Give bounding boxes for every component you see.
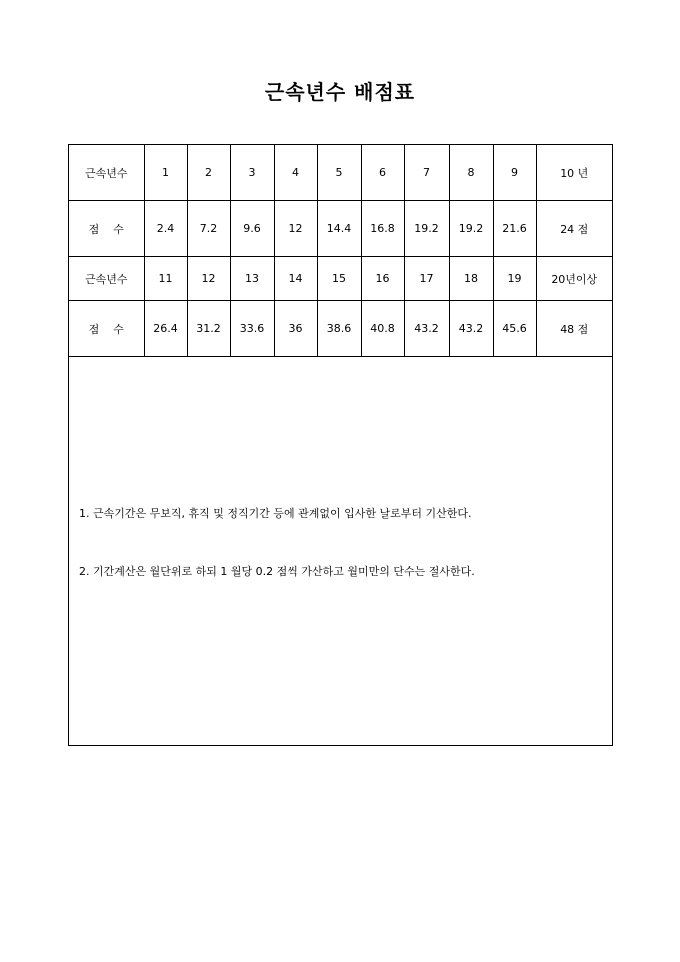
- score-table-body: [69, 145, 612, 357]
- table-cell: 6: [361, 145, 404, 201]
- table-cell: 19.2: [404, 201, 449, 257]
- row-header-cell: 근속년수: [69, 145, 144, 201]
- table-cell: 38.6: [317, 301, 361, 357]
- table-row: [69, 201, 612, 257]
- table-cell: 14.4: [317, 201, 361, 257]
- table-cell: 12: [274, 201, 317, 257]
- table-cell: 19: [493, 257, 536, 301]
- score-sheet: [68, 144, 613, 746]
- table-cell: 5: [317, 145, 361, 201]
- table-cell: 31.2: [187, 301, 230, 357]
- table-cell: 18: [449, 257, 493, 301]
- note-item: 2. 기간계산은 월단위로 하되 1 월당 0.2 점씩 가산하고 월미만의 단수는 절사한다.: [79, 565, 475, 578]
- table-cell: 48 점: [536, 301, 612, 357]
- table-cell: 40.8: [361, 301, 404, 357]
- table-cell: 4: [274, 145, 317, 201]
- table-cell: 15: [317, 257, 361, 301]
- table-cell: 17: [404, 257, 449, 301]
- table-cell: 7.2: [187, 201, 230, 257]
- table-cell: 8: [449, 145, 493, 201]
- table-row: [69, 145, 612, 201]
- table-row: [69, 301, 612, 357]
- table-cell: 9: [493, 145, 536, 201]
- table-cell: 36: [274, 301, 317, 357]
- table-cell: 12: [187, 257, 230, 301]
- page-title: 근속년수 배점표: [264, 80, 416, 104]
- table-cell: 2.4: [144, 201, 187, 257]
- table-cell: 33.6: [230, 301, 274, 357]
- table-cell: 21.6: [493, 201, 536, 257]
- row-header-cell: 점 수: [69, 301, 144, 357]
- table-cell: 43.2: [449, 301, 493, 357]
- table-cell: 9.6: [230, 201, 274, 257]
- table-cell: 10 년: [536, 145, 612, 201]
- table-cell: 20년이상: [536, 257, 612, 301]
- table-cell: 2: [187, 145, 230, 201]
- table-cell: 16: [361, 257, 404, 301]
- table-cell: 13: [230, 257, 274, 301]
- table-cell: 11: [144, 257, 187, 301]
- table-cell: 3: [230, 145, 274, 201]
- table-row: [69, 257, 612, 301]
- score-table: [69, 145, 612, 357]
- note-item: 1. 근속기간은 무보직, 휴직 및 정직기간 등에 관계없이 입사한 날로부터 기산한다.: [79, 507, 472, 520]
- table-cell: 43.2: [404, 301, 449, 357]
- table-cell: 16.8: [361, 201, 404, 257]
- row-header-cell: 점 수: [69, 201, 144, 257]
- table-cell: 19.2: [449, 201, 493, 257]
- table-cell: 26.4: [144, 301, 187, 357]
- row-header-cell: 근속년수: [69, 257, 144, 301]
- table-cell: 1: [144, 145, 187, 201]
- notes-section: [79, 505, 599, 579]
- table-cell: 14: [274, 257, 317, 301]
- table-cell: 7: [404, 145, 449, 201]
- table-cell: 45.6: [493, 301, 536, 357]
- table-cell: 24 점: [536, 201, 612, 257]
